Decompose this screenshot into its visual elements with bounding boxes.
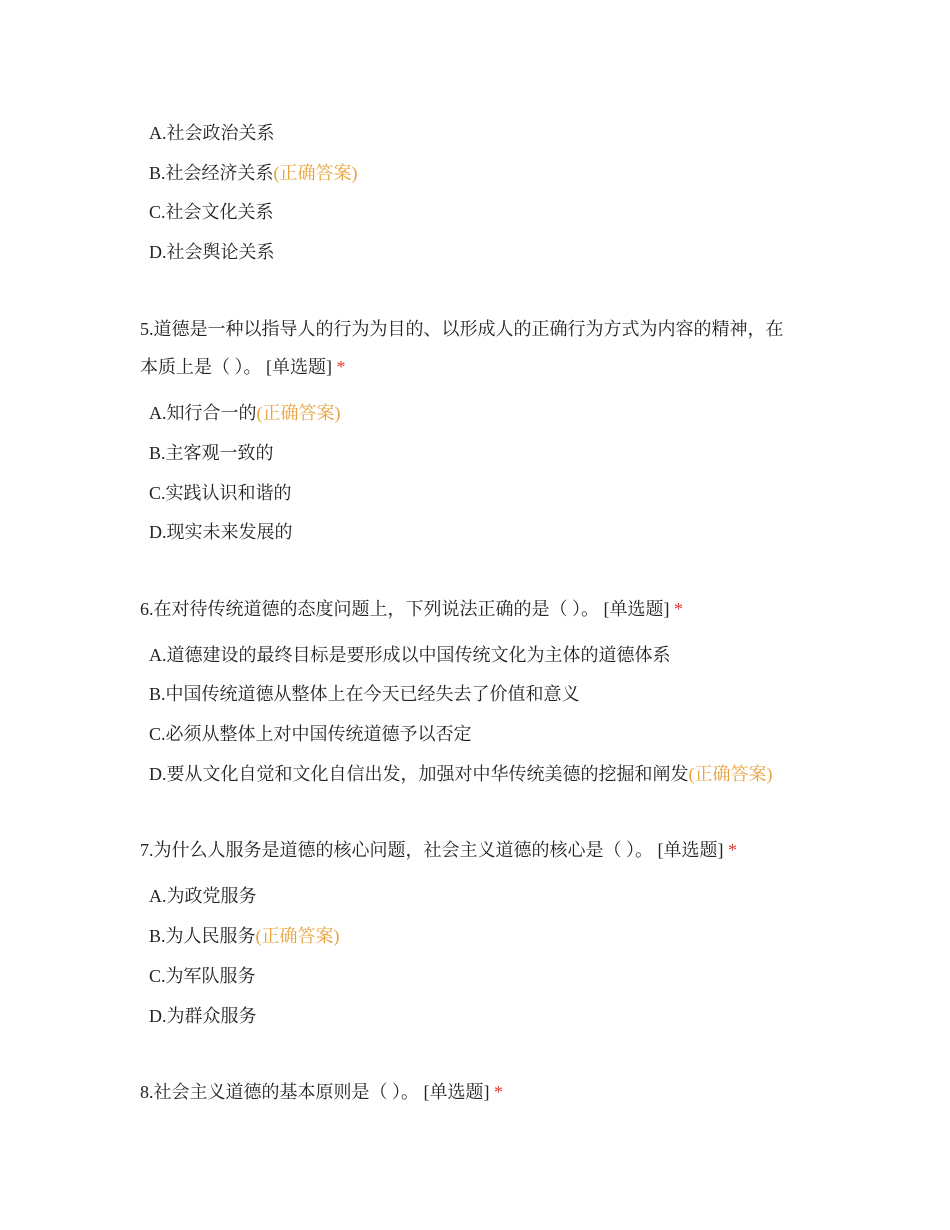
option-text: C.为军队服务: [149, 966, 256, 986]
question-text: 7.为什么人服务是道德的核心问题，社会主义道德的核心是（ ）。: [140, 840, 653, 860]
q5-title-line1: [140, 317, 784, 341]
q6-option-c: [149, 722, 472, 746]
question-type-tag: [单选题]: [657, 840, 724, 860]
q7-option-d: [149, 1004, 257, 1028]
option-text: A.道德建设的最终目标是要形成以中国传统文化为主体的道德体系: [149, 645, 671, 665]
question-text: 本质上是（ ）。: [140, 357, 262, 377]
option-text: C.必须从整体上对中国传统道德予以否定: [149, 724, 472, 744]
q5-option-a: [149, 401, 341, 425]
option-text: B.社会经济关系: [149, 163, 274, 183]
required-star: *: [494, 1082, 503, 1102]
option-text: B.主客观一致的: [149, 443, 274, 463]
q7-option-c: [149, 964, 256, 988]
q7-option-a: [149, 884, 257, 908]
q5-option-d: [149, 520, 293, 544]
option-text: C.实践认识和谐的: [149, 483, 292, 503]
question-type-tag: [单选题]: [266, 357, 332, 377]
q6-option-b: [149, 682, 580, 706]
option-text: D.要从文化自觉和文化自信出发，加强对中华传统美德的挖掘和阐发: [149, 764, 689, 784]
option-text: C.社会文化关系: [149, 202, 274, 222]
required-star: *: [674, 599, 683, 619]
required-star: *: [728, 840, 737, 860]
option-text: A.为政党服务: [149, 886, 257, 906]
q4-option-c: [149, 200, 274, 224]
correct-answer-label: (正确答案): [273, 163, 358, 183]
option-text: A.知行合一的: [149, 403, 257, 423]
q4-option-a: [149, 121, 275, 145]
q4-option-b: [149, 161, 358, 185]
option-text: D.社会舆论关系: [149, 242, 275, 262]
question-text: 6.在对待传统道德的态度问题上，下列说法正确的是（ ）。: [140, 599, 599, 619]
question-text: 5.道德是一种以指导人的行为为目的、以形成人的正确行为方式为内容的精神，在: [140, 319, 784, 339]
option-text: B.中国传统道德从整体上在今天已经失去了价值和意义: [149, 684, 580, 704]
correct-answer-label: (正确答案): [256, 403, 341, 423]
q6-option-d: [149, 762, 773, 786]
q4-option-d: [149, 240, 275, 264]
q6-title: [140, 597, 683, 621]
required-star: *: [336, 357, 346, 377]
q7-title: [140, 838, 737, 862]
option-text: D.现实未来发展的: [149, 522, 293, 542]
q5-option-c: [149, 481, 292, 505]
option-text: B.为人民服务: [149, 926, 256, 946]
option-text: D.为群众服务: [149, 1006, 257, 1026]
q6-option-a: [149, 643, 671, 667]
q5-option-b: [149, 441, 274, 465]
correct-answer-label: (正确答案): [688, 764, 773, 784]
question-type-tag: [单选题]: [603, 599, 670, 619]
q7-option-b: [149, 924, 340, 948]
option-text: A.社会政治关系: [149, 123, 275, 143]
correct-answer-label: (正确答案): [255, 926, 340, 946]
question-type-tag: [单选题]: [423, 1082, 490, 1102]
q5-title-line2: [140, 355, 346, 379]
q8-title: [140, 1080, 503, 1104]
question-text: 8.社会主义道德的基本原则是（ ）。: [140, 1082, 419, 1102]
